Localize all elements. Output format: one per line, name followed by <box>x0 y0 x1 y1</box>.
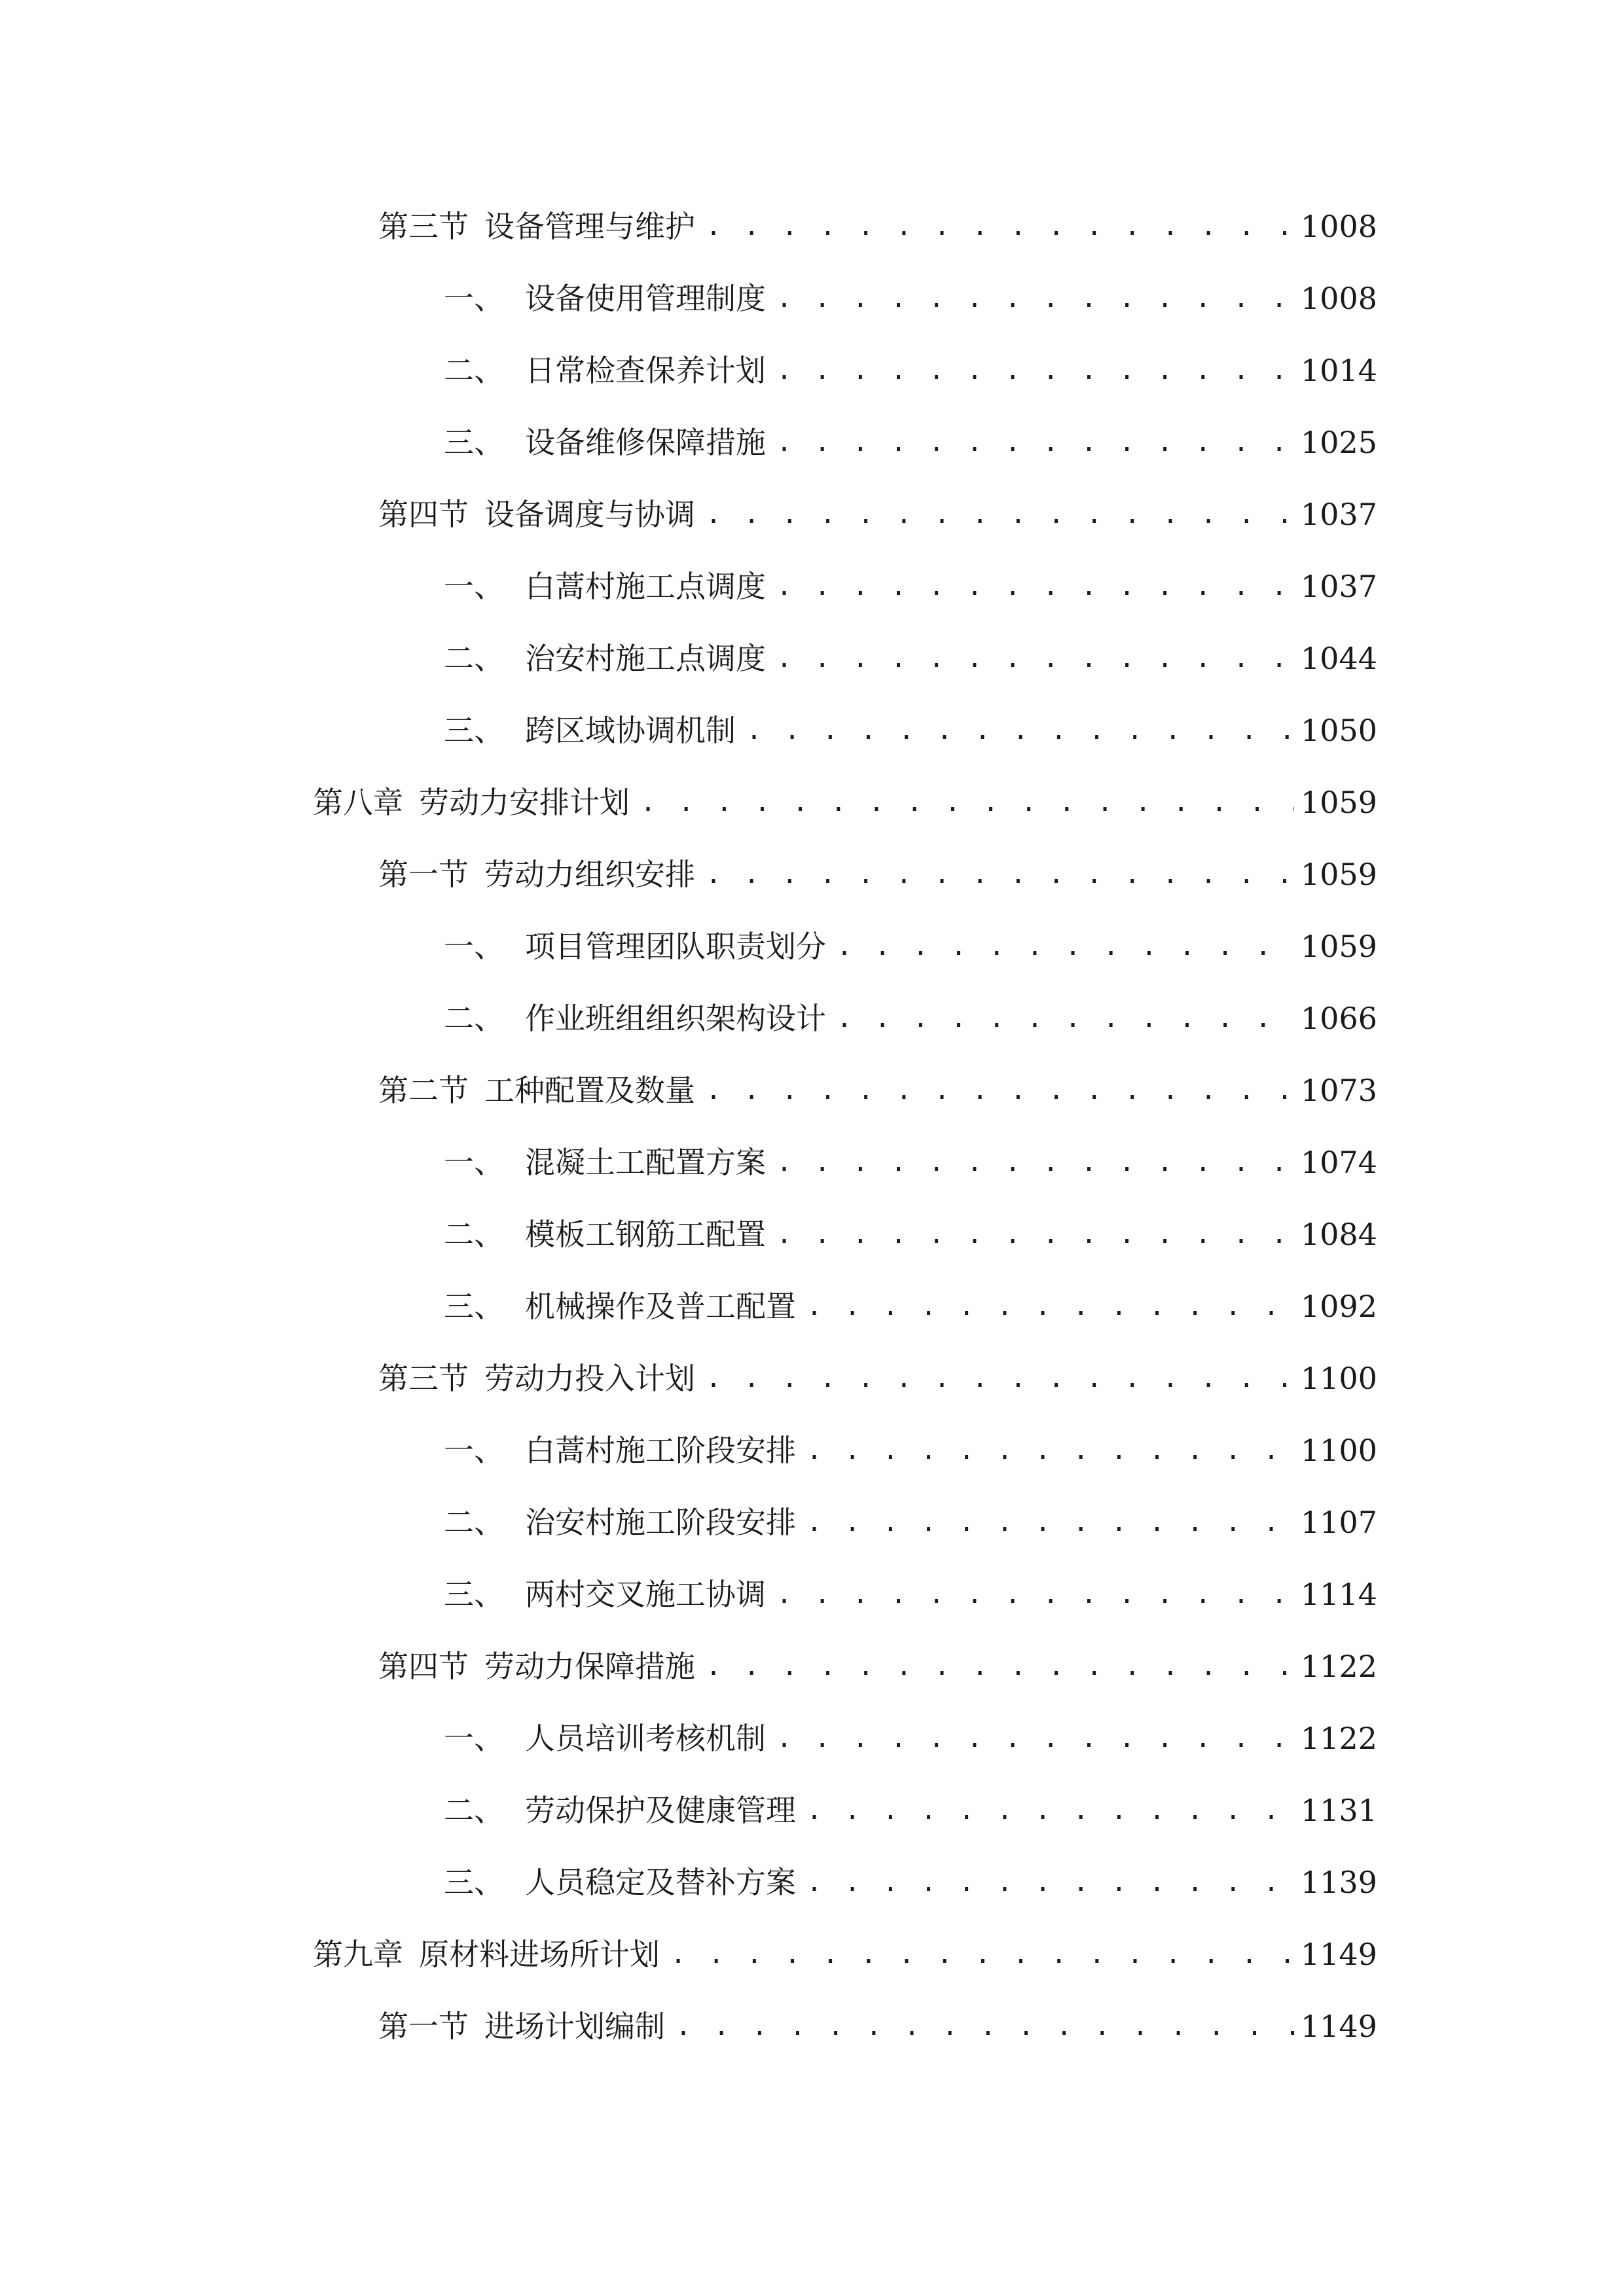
toc-entry[interactable] <box>378 842 1378 894</box>
toc-entry-page: 1037 <box>1301 497 1378 532</box>
toc-entry-title: 治安村施工点调度 <box>525 641 766 676</box>
toc-entry-number: 二、 <box>444 353 504 388</box>
dot-leader <box>776 1215 1294 1254</box>
dot-leader <box>776 567 1294 606</box>
toc-entry[interactable] <box>444 410 1378 462</box>
dot-leader <box>746 711 1294 750</box>
toc-entry-page: 1008 <box>1301 281 1378 316</box>
toc-entry-page: 1044 <box>1301 641 1378 676</box>
toc-entry[interactable] <box>444 1850 1378 1902</box>
dot-leader <box>776 1143 1294 1182</box>
toc-entry-title: 原材料进场所计划 <box>419 1937 660 1972</box>
dot-leader <box>676 2007 1294 2046</box>
toc-entry-title: 日常检查保养计划 <box>525 353 766 388</box>
toc-entry-page: 1131 <box>1301 1793 1378 1828</box>
toc-entry[interactable] <box>444 554 1378 606</box>
toc-entry[interactable] <box>378 1346 1378 1398</box>
toc-entry[interactable] <box>378 194 1378 246</box>
dot-leader <box>837 999 1294 1038</box>
dot-leader <box>640 783 1294 822</box>
toc-entry[interactable] <box>313 770 1378 822</box>
toc-entry[interactable] <box>378 1994 1378 2046</box>
toc-entry-page: 1122 <box>1301 1721 1378 1756</box>
toc-entry-page: 1025 <box>1301 425 1378 460</box>
toc-entry[interactable] <box>444 1274 1378 1326</box>
toc-entry-page: 1073 <box>1301 1073 1378 1108</box>
toc-entry-title: 劳动力安排计划 <box>419 785 630 820</box>
toc-entry-title: 人员稳定及替补方案 <box>525 1865 796 1900</box>
dot-leader <box>776 1575 1294 1614</box>
toc-entry-number: 第一节 <box>378 2009 469 2044</box>
dot-leader <box>806 1503 1294 1542</box>
toc-entry-page: 1100 <box>1301 1433 1378 1468</box>
toc-entry[interactable] <box>444 914 1378 966</box>
toc-entry-title: 工种配置及数量 <box>484 1073 695 1108</box>
toc-entry-page: 1139 <box>1301 1865 1378 1900</box>
toc-entry-number: 三、 <box>444 425 504 460</box>
toc-entry-page: 1149 <box>1301 2009 1378 2044</box>
toc-entry-page: 1100 <box>1301 1361 1378 1396</box>
toc-entry-title: 治安村施工阶段安排 <box>525 1505 796 1540</box>
toc-entry[interactable] <box>444 986 1378 1038</box>
toc-entry-number: 第八章 <box>313 785 403 820</box>
toc-entry-title: 劳动力保障措施 <box>484 1649 695 1684</box>
toc-entry[interactable] <box>444 626 1378 678</box>
dot-leader <box>776 279 1294 318</box>
toc-entry-page: 1114 <box>1301 1577 1378 1612</box>
toc-entry[interactable] <box>444 1130 1378 1182</box>
toc-entry-title: 劳动力组织安排 <box>484 857 695 892</box>
toc-entry-number: 第四节 <box>378 1649 469 1684</box>
dot-leader <box>706 1359 1294 1398</box>
toc-entry-title: 两村交叉施工协调 <box>525 1577 766 1612</box>
toc-entry-number: 三、 <box>444 1289 504 1324</box>
toc-entry-page: 1014 <box>1301 353 1378 388</box>
dot-leader <box>706 855 1294 894</box>
toc-entry-page: 1107 <box>1301 1505 1378 1540</box>
dot-leader <box>670 1935 1294 1974</box>
toc-entry-title: 设备维修保障措施 <box>525 425 766 460</box>
toc-entry-title: 劳动力投入计划 <box>484 1361 695 1396</box>
dot-leader <box>806 1863 1294 1902</box>
toc-entry-number: 二、 <box>444 1793 504 1828</box>
toc-entry-number: 第一节 <box>378 857 469 892</box>
toc-entry[interactable] <box>444 338 1378 390</box>
toc-entry-title: 进场计划编制 <box>484 2009 665 2044</box>
toc-entry-page: 1059 <box>1301 785 1378 820</box>
toc-entry-page: 1149 <box>1301 1937 1378 1972</box>
toc-entry-title: 跨区域协调机制 <box>525 713 736 748</box>
toc-entry-page: 1066 <box>1301 1001 1378 1036</box>
toc-entry-title: 设备管理与维护 <box>484 209 695 244</box>
toc-entry-title: 人员培训考核机制 <box>525 1721 766 1756</box>
toc-entry[interactable] <box>444 266 1378 318</box>
toc-entry-page: 1059 <box>1301 857 1378 892</box>
toc-entry[interactable] <box>444 698 1378 750</box>
dot-leader <box>806 1791 1294 1830</box>
toc-entry-page: 1008 <box>1301 209 1378 244</box>
toc-entry-number: 二、 <box>444 1217 504 1252</box>
toc-entry[interactable] <box>313 1922 1378 1974</box>
toc-entry-page: 1074 <box>1301 1145 1378 1180</box>
toc-entry[interactable] <box>444 1706 1378 1758</box>
toc-entry-title: 白蒿村施工阶段安排 <box>525 1433 796 1468</box>
dot-leader <box>706 1071 1294 1110</box>
toc-entry-number: 一、 <box>444 281 504 316</box>
dot-leader <box>806 1287 1294 1326</box>
toc-entry-number: 二、 <box>444 1001 504 1036</box>
dot-leader <box>776 1719 1294 1758</box>
toc-entry-title: 白蒿村施工点调度 <box>525 569 766 604</box>
toc-entry-number: 三、 <box>444 1577 504 1612</box>
dot-leader <box>837 927 1294 966</box>
toc-entry-number: 第三节 <box>378 1361 469 1396</box>
dot-leader <box>776 423 1294 462</box>
toc-entry-page: 1059 <box>1301 929 1378 964</box>
toc-entry-number: 第九章 <box>313 1937 403 1972</box>
toc-entry[interactable] <box>444 1418 1378 1470</box>
toc-entry-number: 一、 <box>444 1721 504 1756</box>
dot-leader <box>776 639 1294 678</box>
toc-entry-title: 模板工钢筋工配置 <box>525 1217 766 1252</box>
toc-entry-title: 设备使用管理制度 <box>525 281 766 316</box>
toc-entry-number: 三、 <box>444 713 504 748</box>
toc-entry-number: 一、 <box>444 929 504 964</box>
toc-entry-page: 1084 <box>1301 1217 1378 1252</box>
toc-entry-number: 三、 <box>444 1865 504 1900</box>
toc-entry[interactable] <box>444 1202 1378 1254</box>
toc-entry-number: 第二节 <box>378 1073 469 1108</box>
toc-entry-title: 劳动保护及健康管理 <box>525 1793 796 1828</box>
toc-entry-page: 1037 <box>1301 569 1378 604</box>
toc-entry-page: 1092 <box>1301 1289 1378 1324</box>
toc-entry-page: 1122 <box>1301 1649 1378 1684</box>
dot-leader <box>706 495 1294 534</box>
toc-entry[interactable] <box>378 482 1378 534</box>
toc-entry-title: 机械操作及普工配置 <box>525 1289 796 1324</box>
toc-entry-title: 设备调度与协调 <box>484 497 695 532</box>
toc-entry-number: 一、 <box>444 1433 504 1468</box>
toc-entry-number: 一、 <box>444 1145 504 1180</box>
dot-leader <box>776 351 1294 390</box>
toc-entry-page: 1050 <box>1301 713 1378 748</box>
toc-entry[interactable] <box>378 1634 1378 1686</box>
toc-entry-title: 混凝土工配置方案 <box>525 1145 766 1180</box>
toc-entry-title: 项目管理团队职责划分 <box>525 929 826 964</box>
dot-leader <box>806 1431 1294 1470</box>
toc-entry-number: 二、 <box>444 641 504 676</box>
toc-entry[interactable] <box>444 1562 1378 1614</box>
dot-leader <box>706 207 1294 246</box>
toc-entry-title: 作业班组组织架构设计 <box>525 1001 826 1036</box>
dot-leader <box>706 1647 1294 1686</box>
toc-entry-number: 一、 <box>444 569 504 604</box>
toc-entry[interactable] <box>444 1490 1378 1542</box>
toc-entry-number: 第三节 <box>378 209 469 244</box>
toc-entry-number: 第四节 <box>378 497 469 532</box>
toc-entry[interactable] <box>378 1058 1378 1110</box>
toc-entry[interactable] <box>444 1778 1378 1830</box>
toc-entry-number: 二、 <box>444 1505 504 1540</box>
